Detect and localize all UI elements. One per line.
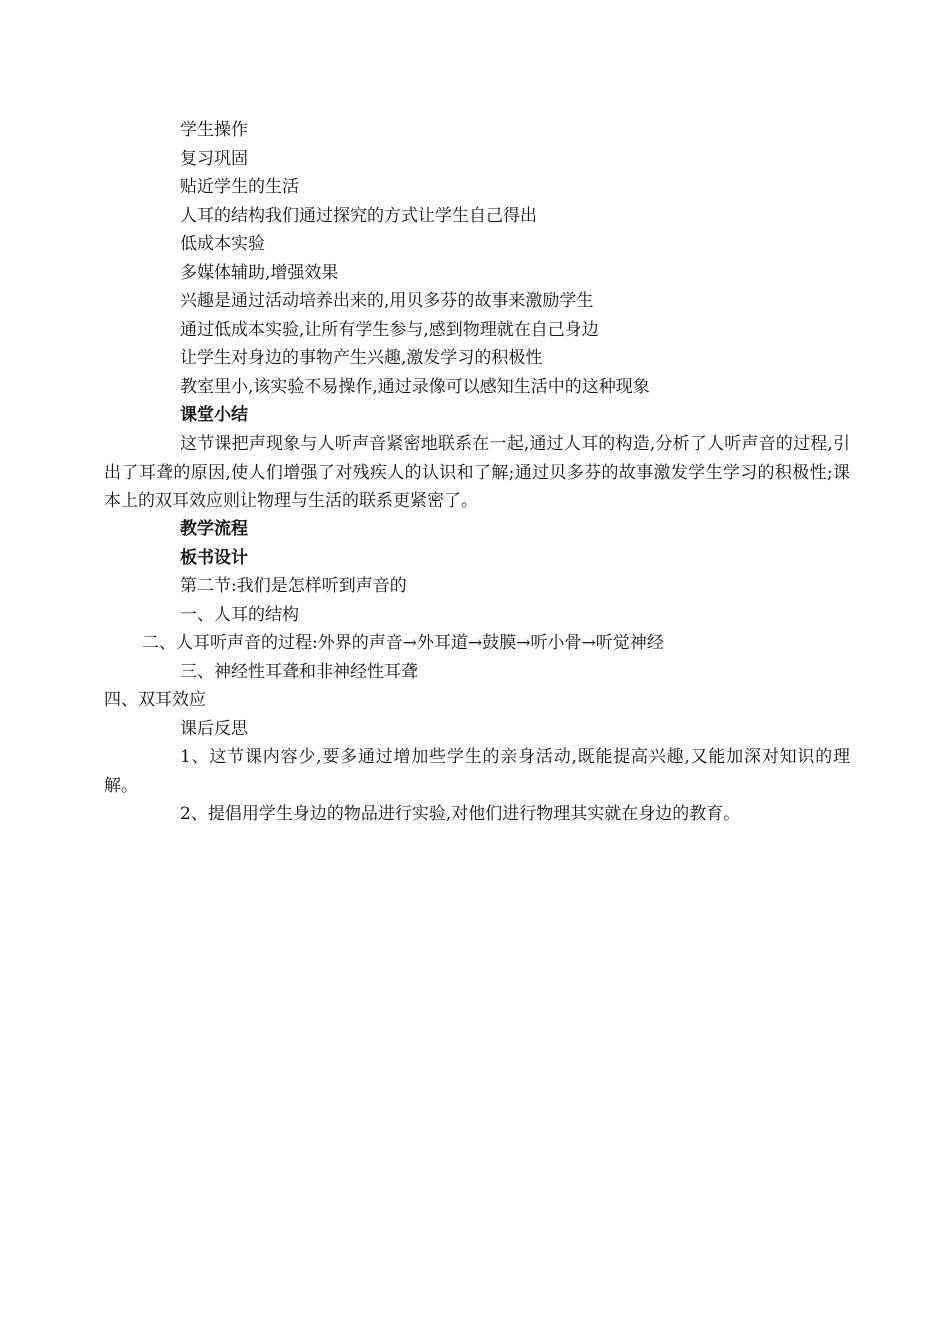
board-title: 第二节:我们是怎样听到声音的: [180, 576, 407, 596]
note-line: 教室里小,该实验不易操作,通过录像可以感知生活中的这种现象: [180, 377, 650, 397]
note-line: 复习巩固: [180, 149, 248, 169]
summary-paragraph: 这节课把声现象与人听声音紧密地联系在一起,通过人耳的构造,分析了人听声音的过程,引出了耳聋的原因,使人们增强了对残疾人的认识和了解;通过贝多芬的故事激发学生学习的积极性;课本上的双耳效应则让物理与生活的联系更紧密了。: [104, 434, 850, 511]
note-line: 多媒体辅助,增强效果: [180, 263, 339, 283]
reflection-item: 2、提倡用学生身边的物品进行实验,对他们进行物理其实就在身边的教育。: [180, 804, 741, 824]
note-line: 让学生对身边的事物产生兴趣,激发学习的积极性: [180, 348, 543, 368]
summary-heading: 课堂小结: [180, 405, 248, 425]
flow-heading: 教学流程: [180, 519, 248, 539]
board-heading: 板书设计: [180, 548, 248, 568]
reflection-item: 1、这节课内容少,要多通过增加些学生的亲身活动,既能提高兴趣,又能加深对知识的理解。: [104, 747, 850, 796]
reflection-heading: 课后反思: [180, 719, 248, 739]
board-item: 三、神经性耳聋和非神经性耳聋: [180, 662, 418, 682]
board-item: 一、人耳的结构: [180, 605, 299, 625]
board-item: 二、人耳听声音的过程:外界的声音→外耳道→鼓膜→听小骨→听觉神经: [142, 633, 664, 653]
board-item: 四、双耳效应: [104, 690, 206, 710]
note-line: 通过低成本实验,让所有学生参与,感到物理就在自己身边: [180, 320, 599, 340]
note-line: 人耳的结构我们通过探究的方式让学生自己得出: [180, 206, 537, 226]
note-line: 学生操作: [180, 120, 248, 140]
note-line: 兴趣是通过活动培养出来的,用贝多芬的故事来激励学生: [180, 291, 594, 311]
note-line: 低成本实验: [180, 234, 265, 254]
note-line: 贴近学生的生活: [180, 177, 299, 197]
